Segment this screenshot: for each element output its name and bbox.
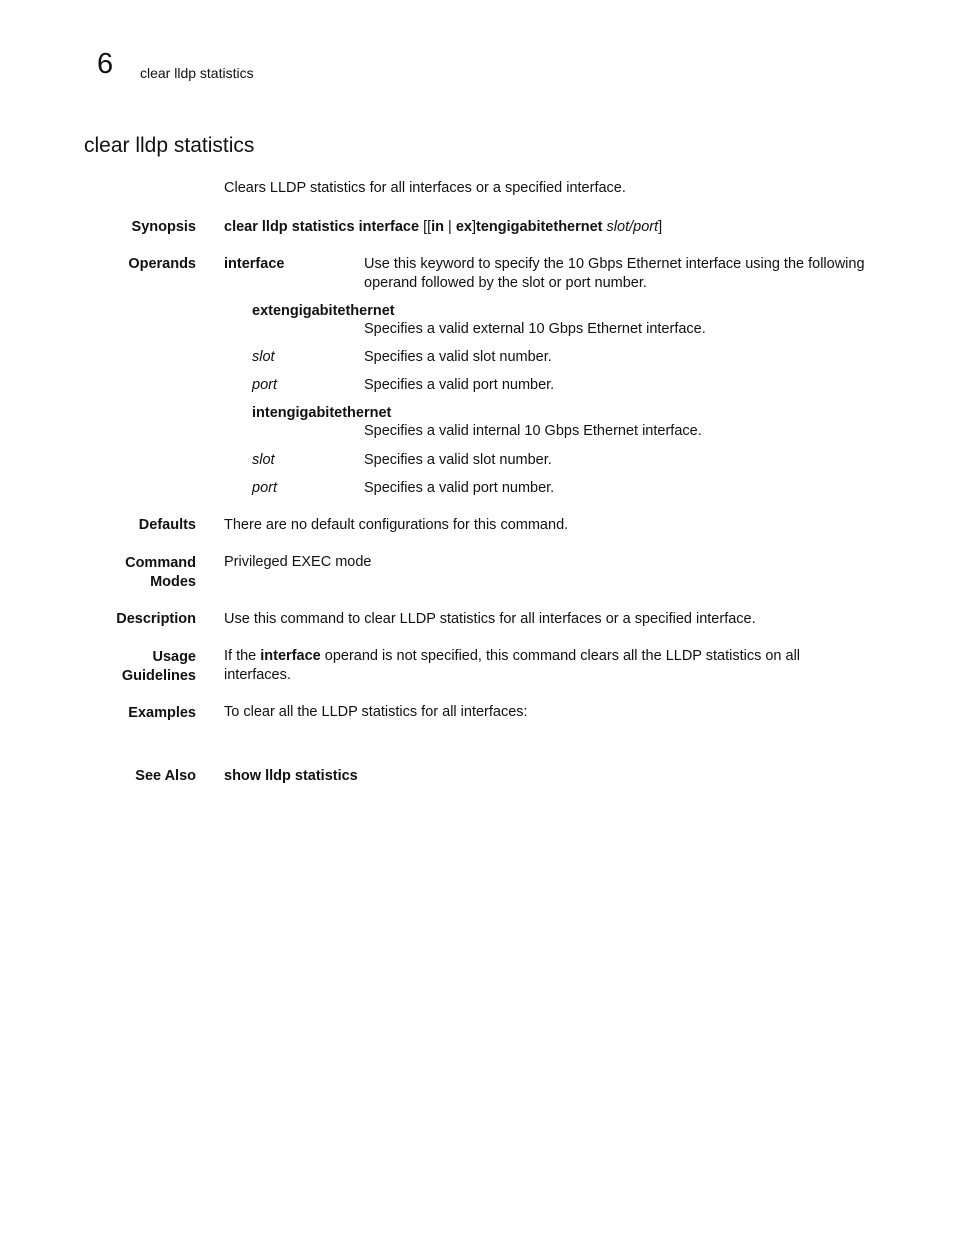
synopsis-arg: slot/port — [606, 219, 659, 235]
synopsis-bracket-open: [[ — [423, 219, 432, 235]
usage-text — [224, 647, 834, 685]
command-modes-text: Privileged EXEC mode — [224, 554, 372, 570]
command-modes-label-line1: Command — [125, 555, 196, 571]
synopsis-keyword: tengigabitethernet — [476, 219, 603, 235]
synopsis-in: in — [431, 219, 445, 235]
operand-int-desc: Specifies a valid internal 10 Gbps Ethernet interface. — [364, 423, 702, 439]
operand-int-slot-name: slot — [252, 452, 275, 468]
defaults-label: Defaults — [138, 517, 196, 533]
operand-int-slot-desc: Specifies a valid slot number. — [364, 452, 552, 468]
operands-label: Operands — [128, 256, 196, 272]
summary-text: Clears LLDP statistics for all interfaces or a specified interface. — [224, 180, 626, 196]
usage-label-line2: Guidelines — [121, 668, 196, 684]
operand-ext-port-desc: Specifies a valid port number. — [364, 377, 555, 393]
usage-keyword: interface — [260, 648, 321, 664]
running-header: clear lldp statistics — [140, 65, 254, 81]
operand-int-port-name: port — [252, 480, 277, 496]
operand-int-name: intengigabitethernet — [252, 405, 392, 421]
command-modes-label-line2: Modes — [150, 574, 196, 590]
synopsis-ex: ex — [455, 219, 472, 235]
synopsis-bracket-final: ] — [658, 219, 663, 235]
synopsis-command: clear lldp statistics interface — [224, 219, 420, 235]
operand-ext-desc: Specifies a valid external 10 Gbps Ethernet interface. — [364, 321, 706, 337]
usage-label-line1: Usage — [152, 649, 196, 665]
operand-int-port-desc: Specifies a valid port number. — [364, 480, 555, 496]
usage-label — [122, 648, 196, 686]
operand-interface-name: interface — [224, 256, 285, 272]
see-also-label: See Also — [135, 768, 196, 784]
usage-post: operand is not specified, this command clears all the LLDP statistics on all interfaces. — [224, 648, 801, 683]
usage-pre: If the — [224, 648, 261, 664]
operand-interface-desc: Use this keyword to specify the 10 Gbps Ethernet interface using the following operand followed by the slot or port number. — [364, 256, 865, 291]
chapter-number: 6 — [97, 48, 114, 80]
examples-text: To clear all the LLDP statistics for all interfaces: — [224, 704, 528, 720]
page-title: clear lldp statistics — [84, 134, 255, 157]
synopsis-text — [224, 218, 662, 237]
command-modes-label — [125, 554, 196, 592]
operand-ext-slot-desc: Specifies a valid slot number. — [364, 349, 552, 365]
description-label: Description — [116, 611, 196, 627]
synopsis-bracket-close: ] — [472, 219, 477, 235]
operand-ext-name: extengigabitethernet — [252, 303, 395, 319]
description-text: Use this command to clear LLDP statistics for all interfaces or a specified interface. — [224, 611, 756, 627]
operand-ext-port-name: port — [252, 377, 277, 393]
defaults-text: There are no default configurations for this command. — [224, 517, 569, 533]
operand-ext-slot-name: slot — [252, 349, 275, 365]
examples-label: Examples — [128, 705, 196, 721]
synopsis-pipe: | — [448, 219, 452, 235]
see-also-link[interactable]: show lldp statistics — [224, 768, 358, 784]
synopsis-label: Synopsis — [131, 219, 196, 235]
